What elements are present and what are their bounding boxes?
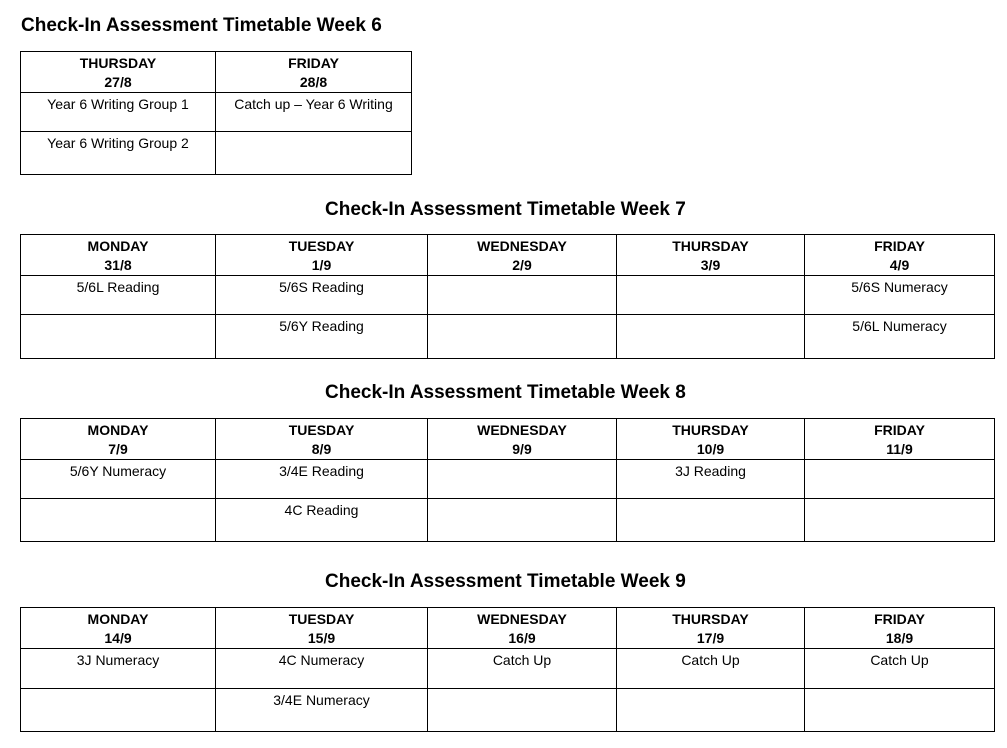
header-cell <box>428 235 617 276</box>
header-cell <box>805 608 995 649</box>
day-name: FRIDAY <box>288 55 339 71</box>
day-name: WEDNESDAY <box>477 422 567 438</box>
day-name: THURSDAY <box>672 611 749 627</box>
day-date: 16/9 <box>508 630 536 646</box>
day-date: 27/8 <box>104 74 132 90</box>
day-date: 14/9 <box>104 630 132 646</box>
day-date: 11/9 <box>886 441 913 457</box>
table-row <box>21 499 995 542</box>
header-cell <box>21 419 216 460</box>
table-cell <box>617 276 805 315</box>
day-name: TUESDAY <box>288 238 355 254</box>
day-name: FRIDAY <box>874 422 925 438</box>
table-row <box>21 649 995 689</box>
day-name: WEDNESDAY <box>477 611 567 627</box>
week-6-timetable <box>20 51 412 175</box>
table-row <box>21 132 412 175</box>
table-cell: Catch Up <box>805 649 995 689</box>
table-cell: 5/6S Numeracy <box>805 276 995 315</box>
header-cell <box>21 608 216 649</box>
table-header-row <box>21 608 995 649</box>
header-cell <box>216 419 428 460</box>
header-cell <box>21 235 216 276</box>
header-cell <box>805 235 995 276</box>
table-cell <box>805 499 995 542</box>
table-cell <box>617 689 805 732</box>
table-cell: Catch up – Year 6 Writing <box>216 93 412 132</box>
table-cell: 5/6Y Reading <box>216 315 428 359</box>
table-cell <box>428 689 617 732</box>
day-date: 1/9 <box>311 257 332 273</box>
day-name: THURSDAY <box>672 422 749 438</box>
day-date: 3/9 <box>700 257 721 273</box>
table-cell: Catch Up <box>428 649 617 689</box>
table-cell <box>21 499 216 542</box>
day-date: 15/9 <box>307 630 336 646</box>
week-7-title: Check-In Assessment Timetable Week 7 <box>325 199 686 220</box>
day-name: FRIDAY <box>874 238 925 254</box>
day-name: FRIDAY <box>874 611 925 627</box>
day-name: MONDAY <box>87 422 149 438</box>
table-cell <box>428 499 617 542</box>
table-cell: Year 6 Writing Group 2 <box>21 132 216 175</box>
day-date: 31/8 <box>104 257 132 273</box>
table-row <box>21 93 412 132</box>
table-cell <box>216 132 412 175</box>
day-date: 9/9 <box>512 441 532 457</box>
week-7-timetable <box>20 234 995 359</box>
table-cell <box>21 315 216 359</box>
table-header-row <box>21 52 412 93</box>
header-cell <box>216 235 428 276</box>
header-cell <box>617 419 805 460</box>
table-cell: 5/6Y Numeracy <box>21 460 216 499</box>
header-cell <box>216 52 412 93</box>
header-cell <box>216 608 428 649</box>
day-name: MONDAY <box>87 611 149 627</box>
table-row <box>21 276 995 315</box>
day-name: TUESDAY <box>288 422 355 438</box>
header-cell <box>428 608 617 649</box>
week-6-title: Check-In Assessment Timetable Week 6 <box>21 15 382 36</box>
day-date: 18/9 <box>885 630 914 646</box>
header-cell <box>617 608 805 649</box>
day-date: 4/9 <box>889 257 910 273</box>
day-date: 10/9 <box>696 441 725 457</box>
week-9-title: Check-In Assessment Timetable Week 9 <box>325 571 686 592</box>
table-cell: 5/6S Reading <box>216 276 428 315</box>
table-cell: 3J Reading <box>617 460 805 499</box>
table-cell <box>428 315 617 359</box>
table-cell: Catch Up <box>617 649 805 689</box>
header-cell <box>428 419 617 460</box>
day-date: 2/9 <box>512 257 532 273</box>
table-cell: 3/4E Numeracy <box>216 689 428 732</box>
day-name: THURSDAY <box>79 55 157 71</box>
day-date: 28/8 <box>299 74 328 90</box>
table-header-row <box>21 419 995 460</box>
table-cell <box>617 315 805 359</box>
week-9-timetable <box>20 607 995 732</box>
table-row <box>21 460 995 499</box>
table-cell <box>805 689 995 732</box>
table-cell: 5/6L Numeracy <box>805 315 995 359</box>
table-cell: 5/6L Reading <box>21 276 216 315</box>
day-date: 17/9 <box>696 630 725 646</box>
week-8-title: Check-In Assessment Timetable Week 8 <box>325 382 686 403</box>
day-date: 8/9 <box>311 441 332 457</box>
table-row <box>21 315 995 359</box>
table-cell <box>805 460 995 499</box>
table-cell: 4C Numeracy <box>216 649 428 689</box>
table-row <box>21 689 995 732</box>
table-cell: Year 6 Writing Group 1 <box>21 93 216 132</box>
table-cell <box>21 689 216 732</box>
day-name: MONDAY <box>87 238 149 254</box>
table-cell: 4C Reading <box>216 499 428 542</box>
day-name: WEDNESDAY <box>477 238 567 254</box>
table-cell <box>428 276 617 315</box>
table-cell <box>617 499 805 542</box>
day-date: 7/9 <box>108 441 128 457</box>
table-cell: 3/4E Reading <box>216 460 428 499</box>
table-cell: 3J Numeracy <box>21 649 216 689</box>
table-header-row <box>21 235 995 276</box>
header-cell <box>21 52 216 93</box>
day-name: THURSDAY <box>672 238 749 254</box>
week-8-timetable <box>20 418 995 542</box>
header-cell <box>805 419 995 460</box>
day-name: TUESDAY <box>288 611 355 627</box>
table-cell <box>428 460 617 499</box>
header-cell <box>617 235 805 276</box>
